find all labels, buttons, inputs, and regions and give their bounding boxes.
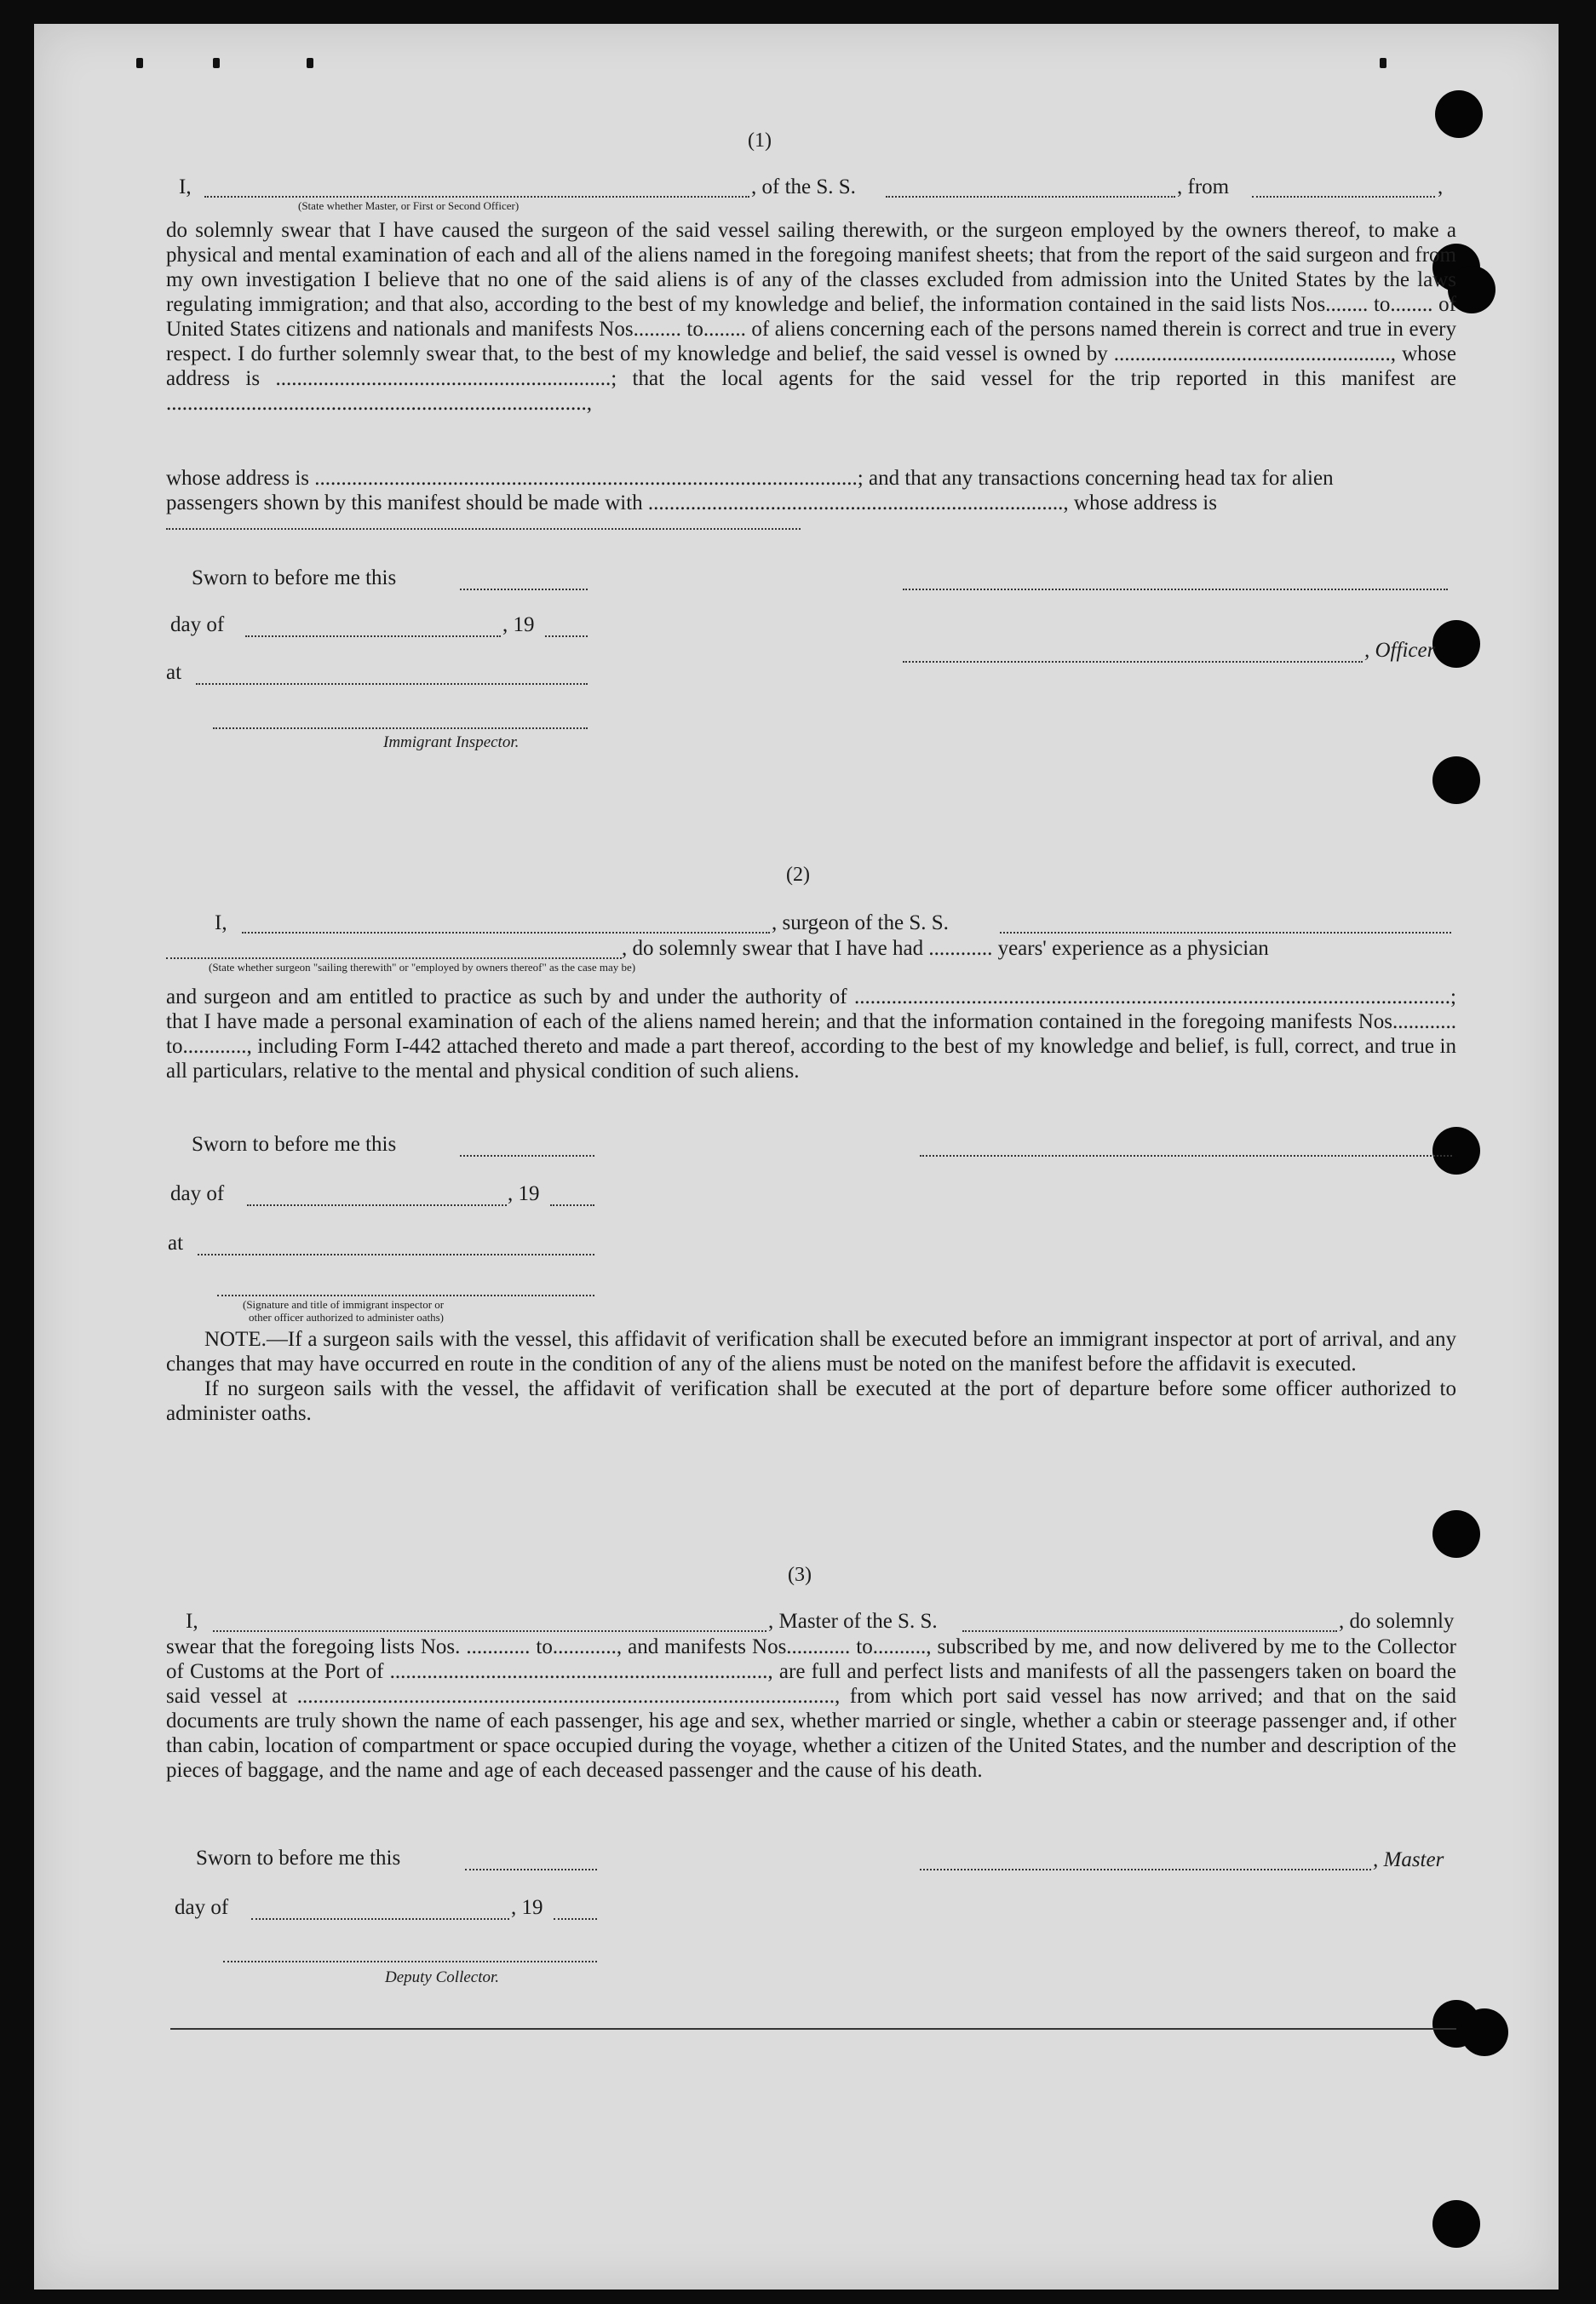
aff2-at-blank bbox=[198, 1232, 594, 1255]
aff1-day-of-label: day of bbox=[170, 613, 225, 636]
aff1-master-caption: (State whether Master, or First or Second Officer) bbox=[298, 199, 520, 212]
aff1-ship-blank bbox=[886, 175, 1175, 198]
aff3-year-blank bbox=[554, 1896, 597, 1920]
aff2-year-blank bbox=[550, 1182, 594, 1206]
aff1-continuation-blank bbox=[166, 516, 801, 530]
note-block bbox=[166, 1327, 1456, 1426]
aff1-from-blank bbox=[1252, 175, 1435, 198]
corner-mark bbox=[1380, 58, 1386, 68]
aff1-passengers: passengers shown by this manifest should be made with .............................................................................., whose address is bbox=[166, 491, 1217, 514]
form-sheet bbox=[34, 24, 1559, 2290]
section-number: (2) bbox=[786, 864, 810, 886]
section-number: (1) bbox=[748, 129, 772, 152]
aff2-surgeon-label: , surgeon of the S. S. bbox=[772, 911, 949, 934]
aff3-master-label: , Master of the S. S. bbox=[768, 1610, 938, 1633]
aff3-ship-blank bbox=[962, 1610, 1337, 1632]
aff1-i-label: I, bbox=[179, 175, 192, 198]
aff2-ship-blank bbox=[1000, 911, 1451, 934]
aff2-day-blank bbox=[247, 1182, 507, 1206]
note-paragraph-2: If no surgeon sails with the vessel, the affidavit of verification shall be executed at the port of departure before some officer authorized to administer oaths. bbox=[166, 1377, 1456, 1425]
aff3-master-signature-blank bbox=[920, 1847, 1371, 1870]
aff1-name-blank bbox=[204, 175, 749, 198]
aff2-i-label: I, bbox=[215, 911, 227, 934]
punch-hole bbox=[1461, 2008, 1508, 2056]
aff2-line2: , do solemnly swear that I have had ............ years' experience as a physician bbox=[622, 937, 1269, 960]
aff1-day-blank bbox=[245, 613, 501, 637]
aff1-officer-label: , Officer bbox=[1364, 639, 1436, 662]
corner-mark bbox=[213, 58, 220, 68]
aff3-day-blank bbox=[251, 1896, 509, 1920]
punch-hole bbox=[1432, 620, 1480, 668]
aff1-at-blank bbox=[196, 661, 588, 685]
aff2-sworn-label: Sworn to before me this bbox=[192, 1133, 397, 1156]
punch-hole bbox=[1432, 1510, 1480, 1558]
aff1-officer-signature-blank bbox=[903, 566, 1448, 590]
aff1-year-blank bbox=[545, 613, 588, 637]
aff1-sworn-blank bbox=[460, 566, 588, 590]
aff1-sworn-label: Sworn to before me this bbox=[192, 566, 397, 589]
aff2-role-caption: (State whether surgeon "sailing therewith" or "employed by owners thereof" as the case may be) bbox=[209, 961, 636, 974]
aff3-line1-end: , do solemnly bbox=[1339, 1610, 1455, 1633]
corner-mark bbox=[307, 58, 313, 68]
aff3-i-label: I, bbox=[186, 1610, 198, 1633]
punch-hole bbox=[1435, 90, 1483, 138]
aff3-deputy-blank bbox=[223, 1944, 597, 1962]
aff2-year-label: , 19 bbox=[508, 1182, 540, 1205]
aff2-sworn-blank bbox=[460, 1133, 594, 1157]
note-paragraph-1: —If a surgeon sails with the vessel, this affidavit of verification shall be executed before an immigrant inspector at port of arrival, and any changes that may have occurred en route in the condition of any of the aliens must be noted on the manifest before the affidavit is executed. bbox=[166, 1328, 1456, 1376]
aff2-at-label: at bbox=[168, 1232, 184, 1255]
corner-mark bbox=[136, 58, 143, 68]
aff3-name-blank bbox=[213, 1610, 766, 1632]
section-number: (3) bbox=[788, 1564, 812, 1586]
aff3-sworn-label: Sworn to before me this bbox=[196, 1847, 401, 1870]
aff1-inspector-blank bbox=[213, 709, 588, 729]
aff1-line1-end: , bbox=[1438, 175, 1444, 198]
aff3-year-label: , 19 bbox=[511, 1896, 543, 1919]
aff3-body: swear that the foregoing lists Nos. ............ to............, and manifests Nos............ to.........., subscribed by me, and now delivered by me to the Collector of Customs at the Port of ......................................................................., are full and perfect lists and manifests of all the passengers taken on board the said vessel at ....................................................................................................., from which port said vessel has now arrived; and that on the said documents are truly shown the name of each passenger, his age and sex, whether married or single, whether a cabin or steerage passenger and, if other than cabin, location of compartment or space occupied during the voyage, whether a citizen of the United States, and the number and description of the pieces of baggage, and the name and age of each deceased passenger and the cause of his death. bbox=[166, 1635, 1456, 1782]
aff3-deputy-label: Deputy Collector. bbox=[385, 1968, 500, 1986]
aff2-day-of-label: day of bbox=[170, 1182, 225, 1205]
aff1-of-ss-label: , of the S. S. bbox=[751, 175, 856, 198]
aff2-signature-blank bbox=[217, 1278, 594, 1296]
aff1-inspector-label: Immigrant Inspector. bbox=[383, 733, 520, 751]
aff2-body: and surgeon and am entitled to practice as such by and under the authority of ................................................................................................................; that I have made a personal examination of each of the aliens named herein; and that the information contained in the foregoing manifests Nos............ to............, including Form I-442 attached thereto and made a part thereof, according to the best of my knowledge and belief, is full, correct, and true in all particulars, relative to the mental and physical condition of such aliens. bbox=[166, 985, 1456, 1083]
aff2-surgeon-signature-blank bbox=[920, 1133, 1452, 1157]
aff1-body: do solemnly swear that I have caused the surgeon of the said vessel sailing therewith, or the surgeon employed by the owners thereof, to make a physical and mental examination of each and all of the aliens named in the foregoing manifest sheets; that from the report of the said surgeon and from my own investigation I believe that no one of the said aliens is of any of the classes excluded from admission into the United States by the laws regulating immigration; and that also, according to the best of my knowledge and belief, the information contained in the said lists Nos........ to........ of United States citizens and nationals and manifests Nos......... to........ of aliens concerning each of the persons named therein is correct and true in every respect. I do further solemnly swear that, to the best of my knowledge and belief, the said vessel is owned by ...................................................., whose address is ...............................................................; that the local agents for the said vessel for the trip reported in this manifest are ..............................................................................., bbox=[166, 219, 1456, 415]
aff1-at-label: at bbox=[166, 661, 182, 684]
aff2-name-blank bbox=[242, 911, 770, 934]
aff2-sig-caption-1: (Signature and title of immigrant inspector or bbox=[243, 1298, 445, 1311]
punch-hole bbox=[1432, 756, 1480, 804]
aff2-role-blank bbox=[166, 937, 622, 959]
aff3-day-of-label: day of bbox=[175, 1896, 229, 1919]
punch-hole bbox=[1432, 2200, 1480, 2248]
bottom-rule bbox=[170, 2028, 1456, 2030]
aff1-from-label: , from bbox=[1177, 175, 1230, 198]
aff3-master-sig-label: , Master bbox=[1373, 1848, 1444, 1871]
aff1-officer-title-blank bbox=[903, 639, 1363, 663]
aff1-year-label: , 19 bbox=[502, 613, 535, 636]
aff1-whose-address: whose address is ......................................................................................................; and that any transactions concerning head tax for alien bbox=[166, 467, 1334, 490]
aff3-sworn-blank bbox=[465, 1847, 597, 1870]
aff2-sig-caption-2: other officer authorized to administer oaths) bbox=[249, 1311, 444, 1324]
note-label: NOTE. bbox=[204, 1328, 267, 1351]
